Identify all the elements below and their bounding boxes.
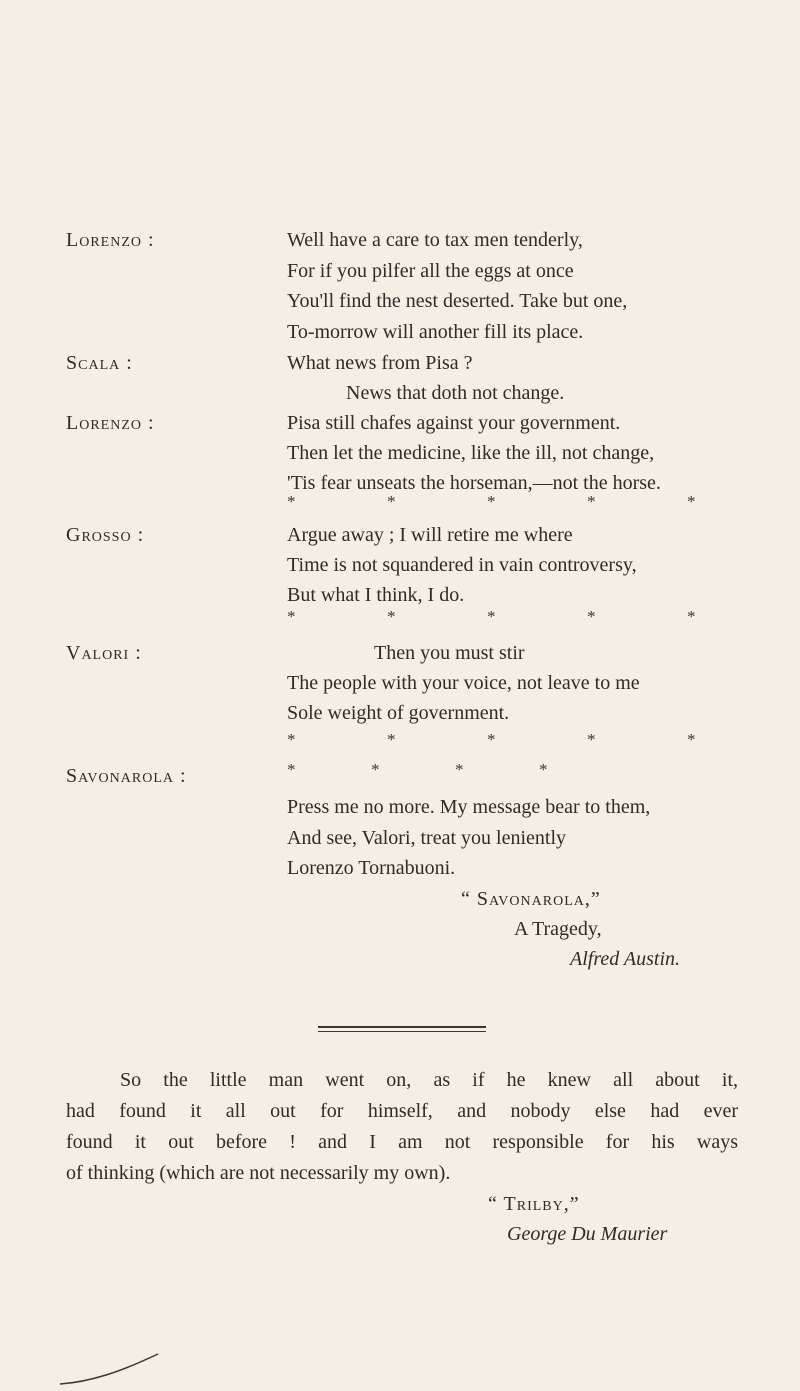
verse-line: But what I think, I do. <box>287 584 465 606</box>
verse-line: Sole weight of government. <box>287 702 510 724</box>
asterism <box>287 730 787 750</box>
asterisk: * <box>587 492 596 511</box>
speaker-scala: Scala : <box>66 352 133 374</box>
prose-paragraph <box>66 1065 738 1189</box>
attribution-work: “ Trilby,” <box>488 1193 580 1215</box>
asterisk: * <box>487 730 496 749</box>
verse-line: 'Tis fear unseats the horseman,—not the horse. <box>287 472 661 494</box>
asterisk: * <box>687 730 696 749</box>
asterisk: * <box>687 492 696 511</box>
verse-line: Time is not squandered in vain controversy, <box>287 554 637 576</box>
asterisk: * <box>387 607 396 626</box>
attribution-author: Alfred Austin. <box>570 948 680 970</box>
asterisk: * <box>287 730 296 749</box>
verse-line: Well have a care to tax men tenderly, <box>287 229 583 251</box>
asterisk: * <box>287 492 296 511</box>
verse-line: You'll find the nest deserted. Take but one, <box>287 290 628 312</box>
asterism <box>287 607 787 627</box>
verse-line: To-morrow will another fill its place. <box>287 321 584 343</box>
divider-rule <box>318 1031 486 1032</box>
asterisk: * <box>587 607 596 626</box>
speaker-lorenzo: Lorenzo : <box>66 229 155 251</box>
speaker-lorenzo: Lorenzo : <box>66 412 155 434</box>
verse-line: Then let the medicine, like the ill, not change, <box>287 442 655 464</box>
verse-line: News that doth not change. <box>346 382 565 404</box>
asterisk: * <box>687 607 696 626</box>
asterisk: * <box>287 607 296 626</box>
speaker-savonarola: Savonarola : <box>66 765 187 787</box>
asterism <box>287 760 623 780</box>
asterism <box>287 492 787 512</box>
speaker-grosso: Grosso : <box>66 524 145 546</box>
paragraph-line: of thinking (which are not necessarily my own). <box>66 1162 451 1184</box>
asterisk: * <box>587 730 596 749</box>
verse-line: Then you must stir <box>374 642 525 664</box>
asterisk: * <box>539 760 548 779</box>
paragraph-line: So the little man went on, as if he knew all about it, <box>120 1069 738 1091</box>
asterisk: * <box>387 730 396 749</box>
paragraph-line: had found it all out for himself, and nobody else had ever <box>66 1100 738 1122</box>
asterisk: * <box>371 760 380 779</box>
verse-line: Lorenzo Tornabuoni. <box>287 857 456 879</box>
divider-rule <box>318 1026 486 1028</box>
attribution-work: “ Savonarola,” <box>461 888 601 910</box>
asterisk: * <box>455 760 464 779</box>
asterisk: * <box>287 760 296 779</box>
speaker-valori: Valori : <box>66 642 142 664</box>
verse-line: And see, Valori, treat you leniently <box>287 827 567 849</box>
verse-line: Pisa still chafes against your government. <box>287 412 621 434</box>
asterisk: * <box>387 492 396 511</box>
attribution-genre: A Tragedy, <box>514 918 602 940</box>
ink-stroke <box>60 1352 160 1386</box>
verse-line: The people with your voice, not leave to me <box>287 672 640 694</box>
paragraph-line: found it out before ! and I am not responsible for his ways <box>66 1131 738 1153</box>
verse-line: Argue away ; I will retire me where <box>287 524 573 546</box>
asterisk: * <box>487 607 496 626</box>
verse-line: What news from Pisa ? <box>287 352 473 374</box>
attribution-author: George Du Maurier <box>507 1223 668 1245</box>
verse-line: For if you pilfer all the eggs at once <box>287 260 574 282</box>
verse-line: Press me no more. My message bear to them, <box>287 796 651 818</box>
asterisk: * <box>487 492 496 511</box>
